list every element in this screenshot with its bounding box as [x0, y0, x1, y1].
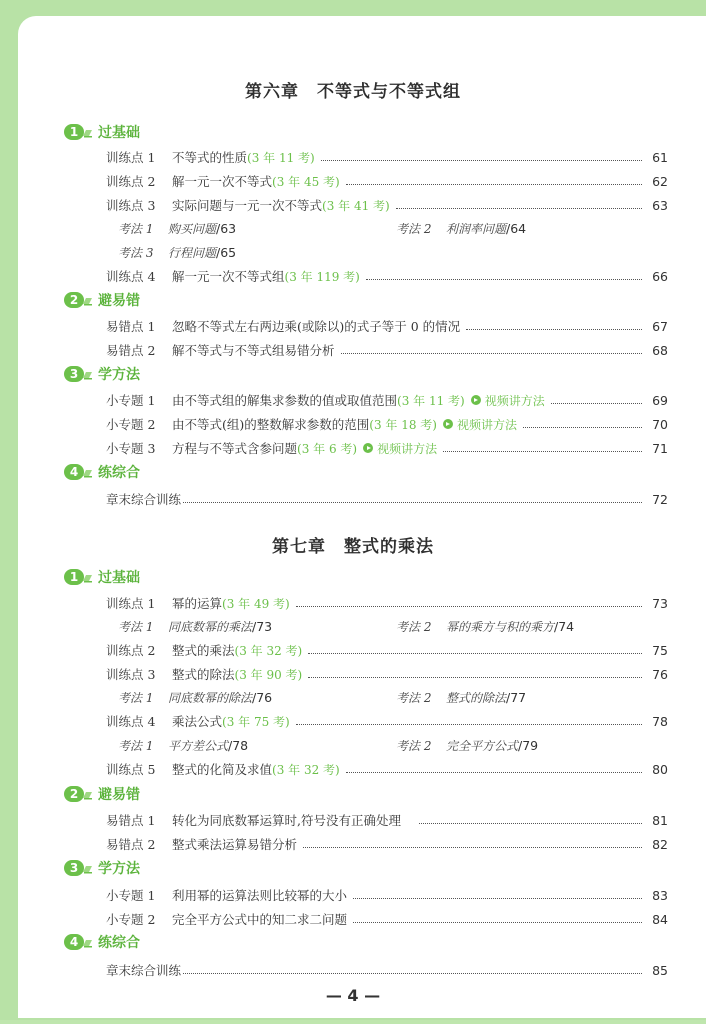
entry-label: 训练点 5	[106, 762, 156, 777]
separator: /	[506, 689, 511, 705]
exam-frequency-note: (3 年 11 考)	[397, 393, 465, 408]
section-header-basics	[64, 123, 140, 141]
sub-page-number: 74	[558, 618, 575, 634]
sub-label: 考法 2	[396, 738, 432, 753]
pencil-icon	[82, 571, 94, 583]
pencil-icon	[82, 466, 94, 478]
page-number: 63	[652, 197, 668, 213]
sub-page-number: 65	[220, 244, 237, 260]
entry-title: 解一元一次不等式	[172, 174, 273, 189]
page-number: 84	[652, 911, 668, 927]
play-icon	[363, 443, 373, 453]
section-label: 练综合	[98, 465, 140, 481]
toc-entry[interactable]	[106, 415, 668, 433]
entry-label: 训练点 2	[106, 174, 156, 189]
sub-label: 考法 2	[396, 221, 432, 236]
page-number: 69	[652, 392, 668, 408]
entry-label: 训练点 1	[106, 596, 156, 611]
section-header-mistakes	[64, 291, 140, 309]
entry-title: 转化为同底数幂运算时,符号没有正确处理	[172, 813, 401, 828]
sub-entry[interactable]	[396, 688, 526, 706]
exam-frequency-note: (3 年 32 考)	[234, 643, 303, 658]
pencil-icon	[82, 368, 94, 380]
entry-title: 解一元一次不等式组	[172, 269, 285, 284]
dot-leader	[303, 846, 642, 848]
section-header-methods	[64, 365, 140, 383]
dot-leader	[296, 605, 642, 607]
sub-entry[interactable]	[396, 736, 538, 754]
dot-leader	[366, 278, 642, 280]
sub-entry[interactable]	[118, 243, 236, 261]
separator: /	[252, 618, 257, 634]
video-label: 视频讲方法	[456, 417, 517, 432]
sub-title: 平方差公式	[168, 738, 229, 753]
video-method-link[interactable]	[363, 440, 437, 457]
separator: /	[216, 220, 221, 236]
separator: /	[216, 244, 221, 260]
section-label: 练综合	[98, 935, 140, 951]
entry-title: 由不等式组的解集求参数的值或取值范围	[172, 393, 398, 408]
video-method-link[interactable]	[443, 416, 517, 433]
section-number-badge: 3	[64, 366, 84, 382]
section-number-badge: 1	[64, 124, 84, 140]
entry-title: 由不等式(组)的整数解求参数的范围	[172, 417, 370, 432]
toc-entry[interactable]	[106, 811, 668, 829]
sub-page-number: 64	[510, 220, 527, 236]
page-number: 67	[652, 318, 668, 334]
entry-label: 小专题 1	[106, 393, 156, 408]
video-label: 视频讲方法	[484, 393, 545, 408]
exam-frequency-note: (3 年 6 考)	[297, 441, 358, 456]
dot-leader	[341, 352, 642, 354]
separator: /	[554, 618, 559, 634]
section-label: 过基础	[98, 570, 140, 586]
section-label: 避易错	[98, 787, 140, 803]
sub-page-number: 77	[510, 689, 527, 705]
page-number: 83	[652, 887, 668, 903]
sub-label: 考法 1	[118, 619, 154, 634]
entry-title: 解不等式与不等式组易错分析	[172, 343, 335, 358]
entry-label: 易错点 2	[106, 837, 156, 852]
exam-frequency-note: (3 年 45 考)	[272, 174, 340, 189]
pencil-icon	[82, 294, 94, 306]
sub-label: 考法 1	[118, 738, 154, 753]
dot-leader	[353, 921, 642, 923]
play-icon	[443, 419, 453, 429]
page-number: 61	[652, 149, 668, 165]
separator: /	[252, 689, 257, 705]
sub-page-number: 79	[522, 737, 539, 753]
sub-title: 利润率问题	[446, 221, 507, 236]
entry-label: 训练点 4	[106, 269, 156, 284]
exam-frequency-note: (3 年 18 考)	[369, 417, 437, 432]
page-number: 62	[652, 173, 668, 189]
chapter-6-title: 第六章 不等式与不等式组	[245, 82, 461, 102]
sub-title: 同底数幂的乘法	[168, 619, 253, 634]
section-label: 过基础	[98, 125, 140, 141]
exam-frequency-note: (3 年 41 考)	[322, 198, 390, 213]
page-footer-number: — 4 —	[325, 986, 381, 1005]
page-number: 73	[652, 595, 668, 611]
pencil-icon	[82, 936, 94, 948]
toc-entry[interactable]	[106, 148, 668, 166]
dot-leader	[183, 501, 642, 503]
section-number-badge: 2	[64, 786, 84, 802]
page-number: 81	[652, 812, 668, 828]
toc-entry[interactable]	[106, 172, 668, 190]
section-label: 学方法	[98, 861, 140, 877]
toc-entry[interactable]	[106, 665, 668, 683]
sub-entry[interactable]	[118, 688, 272, 706]
exam-frequency-note: (3 年 32 考)	[272, 762, 340, 777]
video-method-link[interactable]	[471, 392, 545, 409]
pencil-icon	[82, 126, 94, 138]
sub-page-number: 73	[256, 618, 273, 634]
toc-entry[interactable]	[106, 910, 668, 928]
entry-title: 整式的除法	[172, 667, 235, 682]
entry-title: 实际问题与一元一次不等式	[172, 198, 323, 213]
sub-label: 考法 3	[118, 245, 154, 260]
section-header-comprehensive	[64, 933, 140, 951]
entry-label: 训练点 2	[106, 643, 156, 658]
toc-entry[interactable]	[106, 341, 668, 359]
entry-label: 小专题 2	[106, 417, 156, 432]
dot-leader	[353, 897, 642, 899]
page-number: 66	[652, 268, 668, 284]
section-label: 避易错	[98, 293, 140, 309]
toc-entry[interactable]	[106, 391, 668, 409]
entry-label: 小专题 1	[106, 888, 156, 903]
toc-entry[interactable]	[106, 196, 668, 214]
toc-entry[interactable]	[106, 961, 668, 979]
section-header-methods	[64, 859, 140, 877]
toc-entry[interactable]	[106, 267, 668, 285]
sub-page-number: 76	[256, 689, 273, 705]
exam-frequency-note: (3 年 49 考)	[222, 596, 290, 611]
entry-title: 完全平方公式中的知二求二问题	[172, 912, 348, 927]
dot-leader	[466, 328, 642, 330]
dot-leader	[551, 402, 642, 404]
page-number: 71	[652, 440, 668, 456]
section-header-basics	[64, 568, 140, 586]
bottom-border	[0, 1020, 706, 1024]
sub-page-number: 63	[220, 220, 237, 236]
entry-title: 整式乘法运算易错分析	[172, 837, 298, 852]
entry-label: 易错点 2	[106, 343, 156, 358]
sub-label: 考法 2	[396, 619, 432, 634]
sub-entry[interactable]	[118, 736, 248, 754]
entry-title: 利用幂的运算法则比较幂的大小	[172, 888, 348, 903]
exam-frequency-note: (3 年 119 考)	[284, 269, 360, 284]
entry-label: 易错点 1	[106, 813, 156, 828]
toc-entry[interactable]	[106, 490, 668, 508]
toc-entry[interactable]	[106, 760, 668, 778]
separator: /	[228, 737, 233, 753]
section-number-badge: 4	[64, 464, 84, 480]
exam-frequency-note: (3 年 75 考)	[222, 714, 290, 729]
sub-entry[interactable]	[396, 219, 526, 237]
entry-label: 小专题 3	[106, 441, 156, 456]
toc-entry[interactable]	[106, 886, 668, 904]
section-header-mistakes	[64, 785, 140, 803]
sub-title: 幂的乘方与积的乘方	[446, 619, 555, 634]
entry-title: 章末综合训练	[106, 492, 182, 507]
pencil-icon	[82, 862, 94, 874]
separator: /	[506, 220, 511, 236]
sub-page-number: 78	[232, 737, 249, 753]
entry-title: 幂的运算	[172, 596, 223, 611]
dot-leader	[346, 183, 642, 185]
page-number: 70	[652, 416, 668, 432]
toc-entry[interactable]	[106, 712, 668, 730]
chapter-7-title: 第七章 整式的乘法	[272, 537, 434, 557]
entry-title: 整式的化简及求值	[172, 762, 273, 777]
entry-title: 方程与不等式含参问题	[172, 441, 298, 456]
page-number: 72	[652, 491, 668, 507]
page-number: 75	[652, 642, 668, 658]
separator: /	[518, 737, 523, 753]
page-number: 78	[652, 713, 668, 729]
dot-leader	[396, 207, 642, 209]
exam-frequency-note: (3 年 90 考)	[234, 667, 303, 682]
sub-entry[interactable]	[118, 617, 272, 635]
entry-label: 训练点 1	[106, 150, 156, 165]
pencil-icon	[82, 788, 94, 800]
exam-frequency-note: (3 年 11 考)	[247, 150, 315, 165]
dot-leader	[523, 426, 642, 428]
section-number-badge: 4	[64, 934, 84, 950]
toc-entry[interactable]	[106, 439, 668, 457]
dot-leader	[346, 771, 642, 773]
entry-title: 章末综合训练	[106, 963, 182, 978]
entry-title: 忽略不等式左右两边乘(或除以)的式子等于 0 的情况	[172, 319, 461, 334]
page-number: 68	[652, 342, 668, 358]
entry-title: 乘法公式	[172, 714, 223, 729]
sub-title: 完全平方公式	[446, 738, 519, 753]
sub-title: 行程问题	[168, 245, 217, 260]
dot-leader	[443, 450, 642, 452]
sub-title: 购买问题	[168, 221, 217, 236]
entry-label: 易错点 1	[106, 319, 156, 334]
entry-title: 整式的乘法	[172, 643, 235, 658]
page-number: 85	[652, 962, 668, 978]
video-label: 视频讲方法	[377, 441, 438, 456]
section-number-badge: 3	[64, 860, 84, 876]
sub-title: 同底数幂的除法	[168, 690, 253, 705]
section-label: 学方法	[98, 367, 140, 383]
sub-entry[interactable]	[118, 219, 236, 237]
section-number-badge: 1	[64, 569, 84, 585]
page-number: 76	[652, 666, 668, 682]
dot-leader	[419, 822, 642, 824]
page-number: 82	[652, 836, 668, 852]
section-header-comprehensive	[64, 463, 140, 481]
entry-label: 小专题 2	[106, 912, 156, 927]
sub-label: 考法 1	[118, 221, 154, 236]
play-icon	[471, 395, 481, 405]
sub-label: 考法 2	[396, 690, 432, 705]
toc-entry[interactable]	[106, 317, 668, 335]
entry-label: 训练点 3	[106, 198, 156, 213]
sub-entry[interactable]	[396, 617, 574, 635]
toc-entry[interactable]	[106, 835, 668, 853]
toc-entry[interactable]	[106, 641, 668, 659]
toc-entry[interactable]	[106, 594, 668, 612]
sub-label: 考法 1	[118, 690, 154, 705]
dot-leader	[296, 723, 642, 725]
entry-label: 训练点 3	[106, 667, 156, 682]
dot-leader	[308, 676, 642, 678]
section-number-badge: 2	[64, 292, 84, 308]
entry-label: 训练点 4	[106, 714, 156, 729]
page-number: 80	[652, 761, 668, 777]
entry-title: 不等式的性质	[172, 150, 248, 165]
dot-leader	[321, 159, 642, 161]
sub-title: 整式的除法	[446, 690, 507, 705]
dot-leader	[183, 972, 642, 974]
dot-leader	[308, 652, 642, 654]
